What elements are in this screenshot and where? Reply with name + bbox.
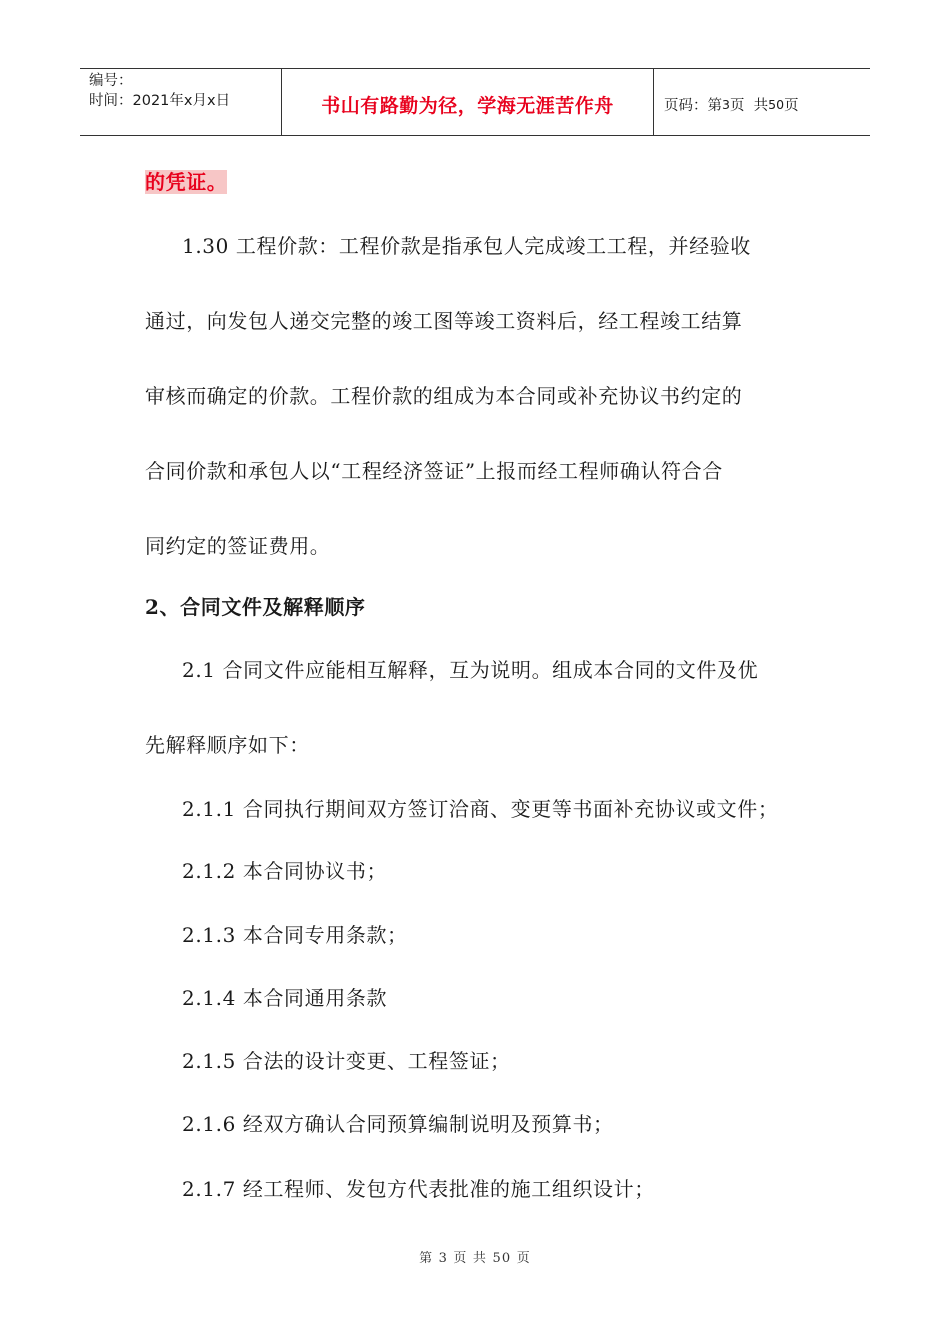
page-mid: 页 共	[729, 97, 769, 114]
list-item: 2.1.6 经双方确认合同预算编制说明及预算书；	[182, 1112, 614, 1136]
body-line: 通过，向发包人递交完整的竣工图等竣工资料后，经工程竣工结算	[145, 309, 743, 333]
page-suffix: 页	[784, 97, 799, 114]
motto: 书山有路勤为径，学海无涯苦作舟	[321, 94, 614, 117]
list-item: 2.1.7 经工程师、发包方代表批准的施工组织设计；	[182, 1177, 655, 1201]
list-item: 2.1.4 本合同通用条款	[182, 986, 388, 1010]
header-motto-cell	[282, 69, 654, 135]
page-current: 3	[722, 96, 730, 112]
list-item: 2.1.2 本合同协议书；	[182, 859, 388, 883]
body-line: 同约定的签证费用。	[145, 534, 331, 558]
header-meta-cell	[80, 69, 282, 135]
body-line	[145, 168, 227, 196]
page-footer: 第 3 页 共 50 页	[419, 1251, 531, 1266]
body-line: 合同价款和承包人以“工程经济签证”上报而经工程师确认符合合	[145, 459, 723, 483]
body-line: 1.30 工程价款：工程价款是指承包人完成竣工工程，并经验收	[182, 234, 751, 258]
body-line: 2.1 合同文件应能相互解释，互为说明。组成本合同的文件及优	[182, 658, 759, 682]
list-item: 2.1.3 本合同专用条款；	[182, 923, 408, 947]
page-prefix: 页码：第	[664, 97, 722, 114]
header-table	[80, 68, 870, 136]
section-heading: 2、合同文件及解释顺序	[145, 595, 366, 619]
list-item: 2.1.1 合同执行期间双方签订洽商、变更等书面补充协议或文件；	[182, 797, 779, 821]
body-line: 审核而确定的价款。工程价款的组成为本合同或补充协议书约定的	[145, 384, 743, 408]
header-page-cell	[654, 69, 870, 135]
body-line: 先解释顺序如下：	[145, 733, 310, 757]
highlighted-text: 的凭证。	[145, 170, 228, 194]
list-item: 2.1.5 合法的设计变更、工程签证；	[182, 1049, 511, 1073]
date-label: 时间：2021年x月x日	[89, 93, 231, 109]
serial-label: 编号：	[89, 73, 133, 89]
page-total: 50	[768, 96, 785, 112]
